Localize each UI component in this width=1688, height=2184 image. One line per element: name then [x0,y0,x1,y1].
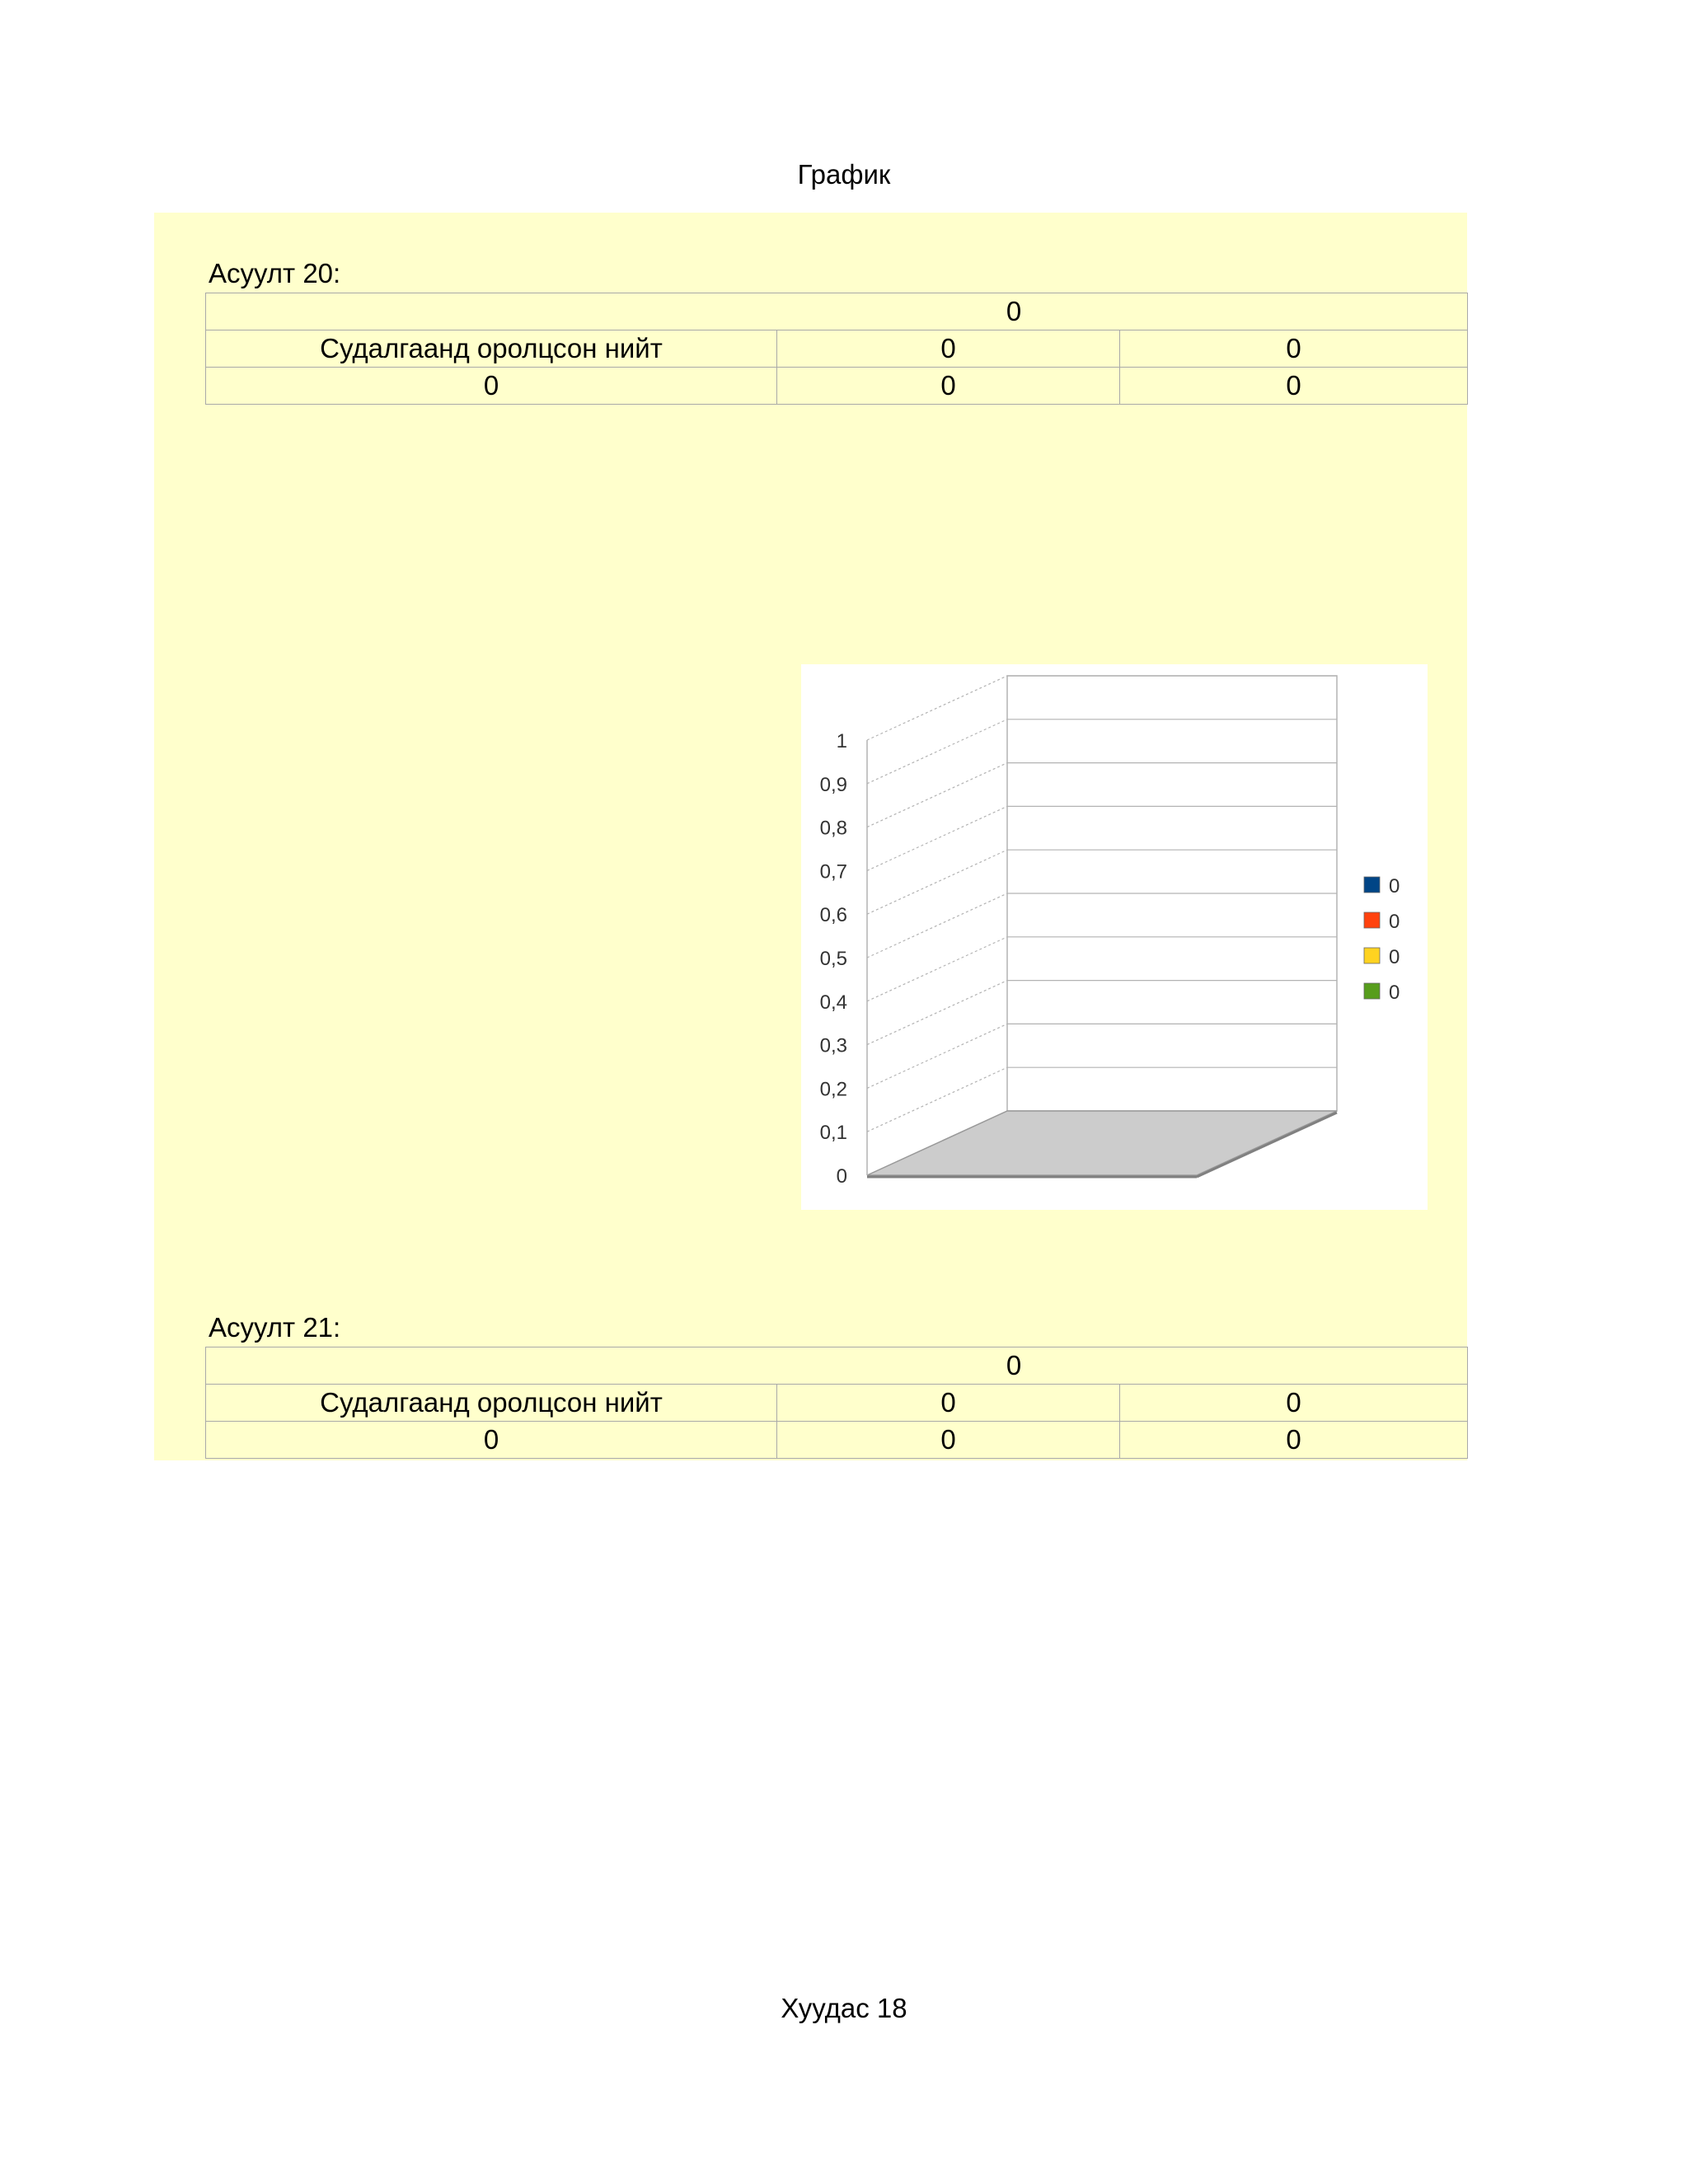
question-21-label: Асуулт 21: [209,1312,341,1343]
y-tick-label: 0,5 [819,948,847,970]
legend-swatch [1364,877,1380,893]
table-header-row [206,293,1468,330]
table-cell: 0 [206,368,777,405]
table-cell: Судалгаанд оролцсон нийт [206,330,777,368]
chart-gridline-side [867,806,1007,870]
y-tick-label: 0,4 [819,991,847,1014]
legend-label: 0 [1389,946,1400,968]
chart-gridline-side [867,893,1007,958]
legend-swatch [1364,912,1380,928]
legend-swatch [1364,983,1380,999]
table-row [206,330,1468,368]
chart-floor [867,1111,1337,1175]
legend-label: 0 [1389,875,1400,898]
table-cell: Судалгаанд оролцсон нийт [206,1385,777,1422]
table-header-row [206,1347,1468,1385]
y-tick-label: 0,6 [819,904,847,927]
y-tick-label: 0,8 [819,817,847,840]
table-header-value: 0 [206,1347,1468,1385]
page-footer: Хуудас 18 [781,1993,907,2023]
y-tick-label: 0,1 [819,1122,847,1145]
page-title: График [797,159,891,190]
table-cell: 0 [1120,1422,1468,1459]
chart-gridline-side [867,676,1007,740]
y-tick-label: 0,2 [819,1078,847,1101]
question-20-label: Асуулт 20: [209,258,341,288]
legend-swatch [1364,948,1380,963]
table-row [206,1385,1468,1422]
chart-gridline-side [867,763,1007,827]
legend-label: 0 [1389,982,1400,1004]
table-header-value: 0 [206,293,1468,330]
question-21-table [205,1347,1468,1459]
chart-svg [801,664,1428,1210]
table-cell: 0 [1120,368,1468,405]
chart-gridline-side [867,719,1007,784]
y-tick-label: 1 [836,730,847,752]
table-cell: 0 [777,1422,1120,1459]
table-cell: 0 [777,330,1120,368]
table-row [206,1422,1468,1459]
y-tick-label: 0,3 [819,1034,847,1057]
chart-gridline-side [867,1024,1007,1088]
legend-label: 0 [1389,911,1400,933]
y-tick-label: 0,9 [819,773,847,796]
chart-gridline-side [867,981,1007,1045]
chart-gridline-side [867,937,1007,1001]
table-cell: 0 [777,368,1120,405]
y-tick-label: 0,7 [819,860,847,883]
table-cell: 0 [1120,330,1468,368]
table-cell: 0 [206,1422,777,1459]
y-tick-label: 0 [836,1165,847,1188]
question-20-table [205,293,1468,405]
chart-gridline-side [867,850,1007,914]
table-cell: 0 [1120,1385,1468,1422]
table-cell: 0 [777,1385,1120,1422]
table-row [206,368,1468,405]
chart [801,664,1428,1210]
